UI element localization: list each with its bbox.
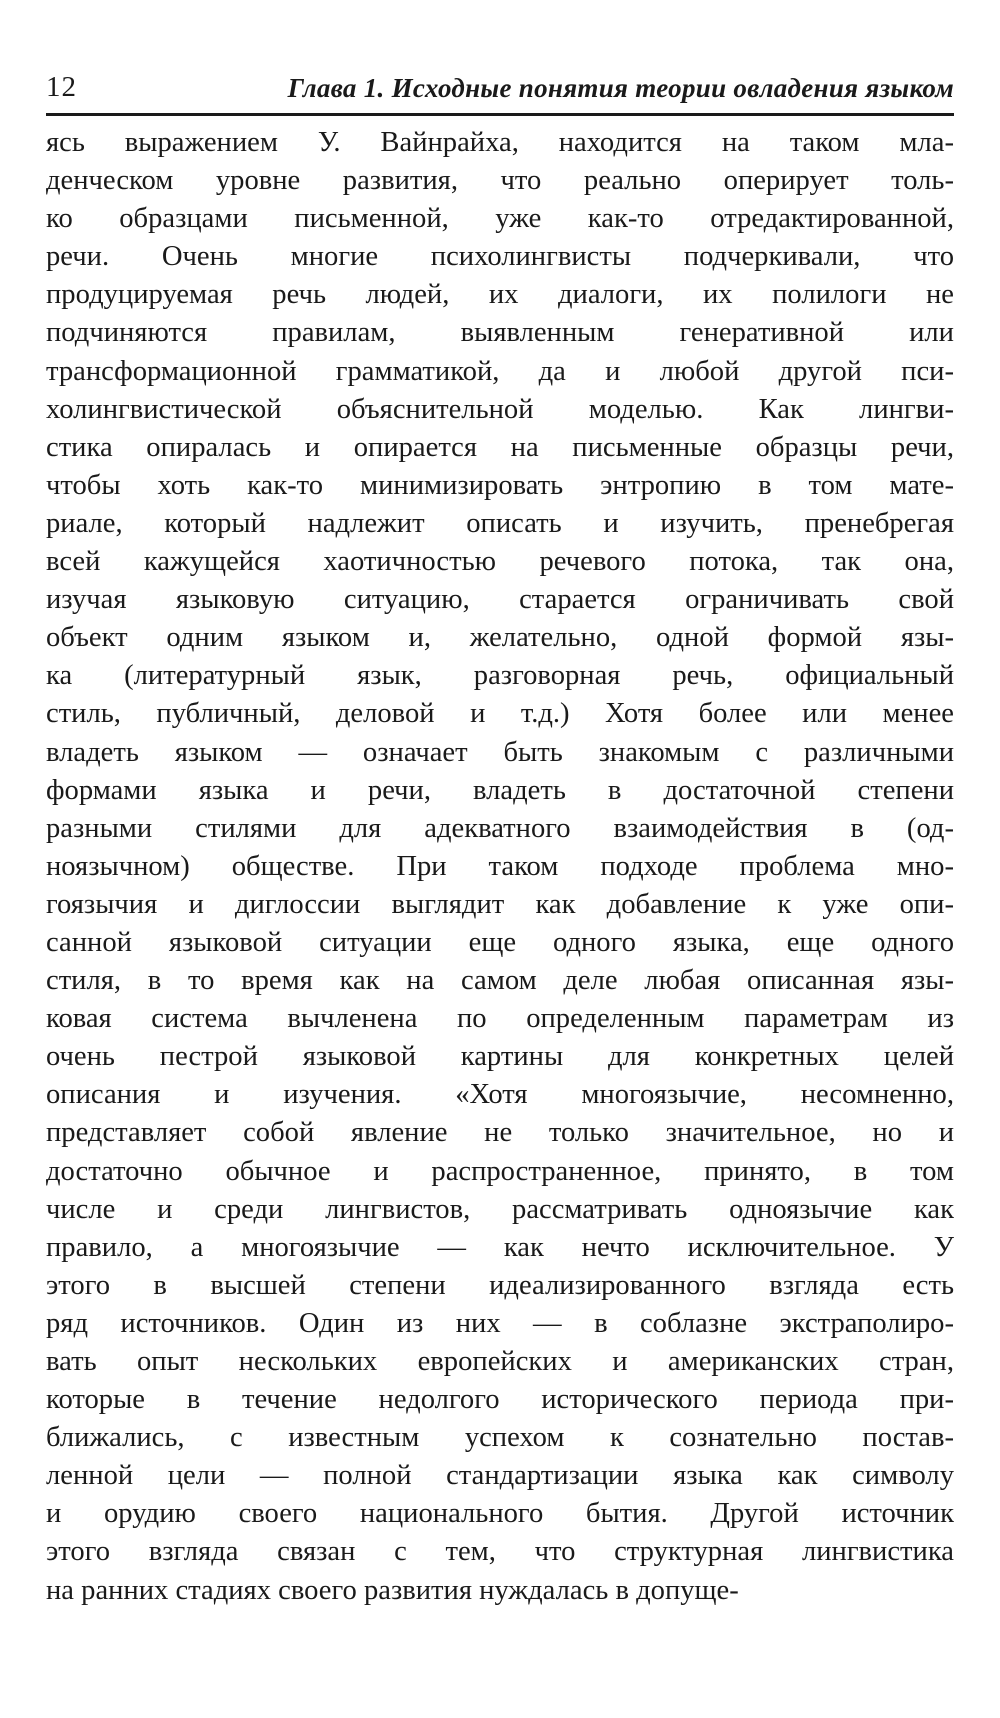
text-line: которые в течение недолгого исторического периода при- (46, 1384, 954, 1416)
text-line: на ранних стадиях своего развития нуждалась в допуще- (46, 1574, 739, 1606)
text-line: подчиняются правилам, выявленным генеративной или (46, 317, 954, 349)
text-line: ка (литературный язык, разговорная речь, официальный (46, 660, 954, 692)
text-line: риале, который надлежит описать и изучить, пренебрегая (46, 507, 954, 539)
text-line: ноязычном) обществе. При таком подходе проблема мно- (46, 850, 954, 882)
text-line: чтобы хоть как-то минимизировать энтропию в том мате- (46, 469, 954, 501)
text-line: стиль, публичный, деловой и т.д.) Хотя более или менее (46, 698, 954, 730)
text-line: достаточно обычное и распространенное, принято, в том (46, 1155, 954, 1187)
text-line: санной языковой ситуации еще одного языка, еще одного (46, 926, 954, 958)
text-line: стика опиралась и опирается на письменные образцы речи, (46, 431, 954, 463)
text-line: трансформационной грамматикой, да и любой другой пси- (46, 355, 954, 387)
text-line: ближались, с известным успехом к сознательно постав- (46, 1422, 954, 1454)
text-line: этого в высшей степени идеализированного взгляда есть (46, 1269, 954, 1301)
page-number: 12 (46, 71, 77, 103)
text-line: ленной цели — полной стандартизации языка как символу (46, 1460, 954, 1492)
text-line: числе и среди лингвистов, рассматривать одноязычие как (46, 1193, 954, 1225)
text-line: холингвистической объяснительной моделью. Как лингви- (46, 393, 954, 425)
text-line: правило, а многоязычие — как нечто исключительное. У (46, 1231, 954, 1263)
text-line: объект одним языком и, желательно, одной формой язы- (46, 622, 954, 654)
text-line: описания и изучения. «Хотя многоязычие, несомненно, (46, 1079, 954, 1111)
text-line: владеть языком — означает быть знакомым с различными (46, 736, 954, 768)
text-line: денческом уровне развития, что реально оперирует толь- (46, 165, 954, 197)
text-line: представляет собой явление не только значительное, но и (46, 1117, 954, 1149)
text-line: формами языка и речи, владеть в достаточной степени (46, 774, 954, 806)
text-line: ко образцами письменной, уже как-то отредактированной, (46, 203, 954, 235)
text-line: изучая языковую ситуацию, старается ограничивать свой (46, 584, 954, 616)
text-line: гоязычия и диглоссии выглядит как добавление к уже опи- (46, 888, 954, 920)
text-line: очень пестрой языковой картины для конкретных целей (46, 1041, 954, 1073)
body-text (46, 124, 954, 1610)
text-line: этого взгляда связан с тем, что структурная лингвистика (46, 1536, 954, 1568)
text-line: всей кажущейся хаотичностью речевого потока, так она, (46, 546, 954, 578)
running-head: Глава 1. Исходные понятия теории овладения языком (287, 73, 954, 103)
page-header (46, 60, 954, 104)
text-line: и орудию своего национального бытия. Другой источник (46, 1498, 954, 1530)
text-line: разными стилями для адекватного взаимодействия в (од- (46, 812, 954, 844)
text-line: ясь выражением У. Вайнрайха, находится на таком мла- (46, 127, 954, 158)
header-rule (46, 113, 954, 116)
text-line: вать опыт нескольких европейских и американских стран, (46, 1346, 954, 1377)
text-line: ряд источников. Один из них — в соблазне экстраполиро- (46, 1307, 954, 1339)
text-line: ковая система вычленена по определенным параметрам из (46, 1003, 954, 1035)
text-line: речи. Очень многие психолингвисты подчеркивали, что (46, 241, 954, 273)
text-line: стиля, в то время как на самом деле любая описанная язы- (46, 965, 954, 997)
text-line: продуцируемая речь людей, их диалоги, их полилоги не (46, 279, 954, 311)
